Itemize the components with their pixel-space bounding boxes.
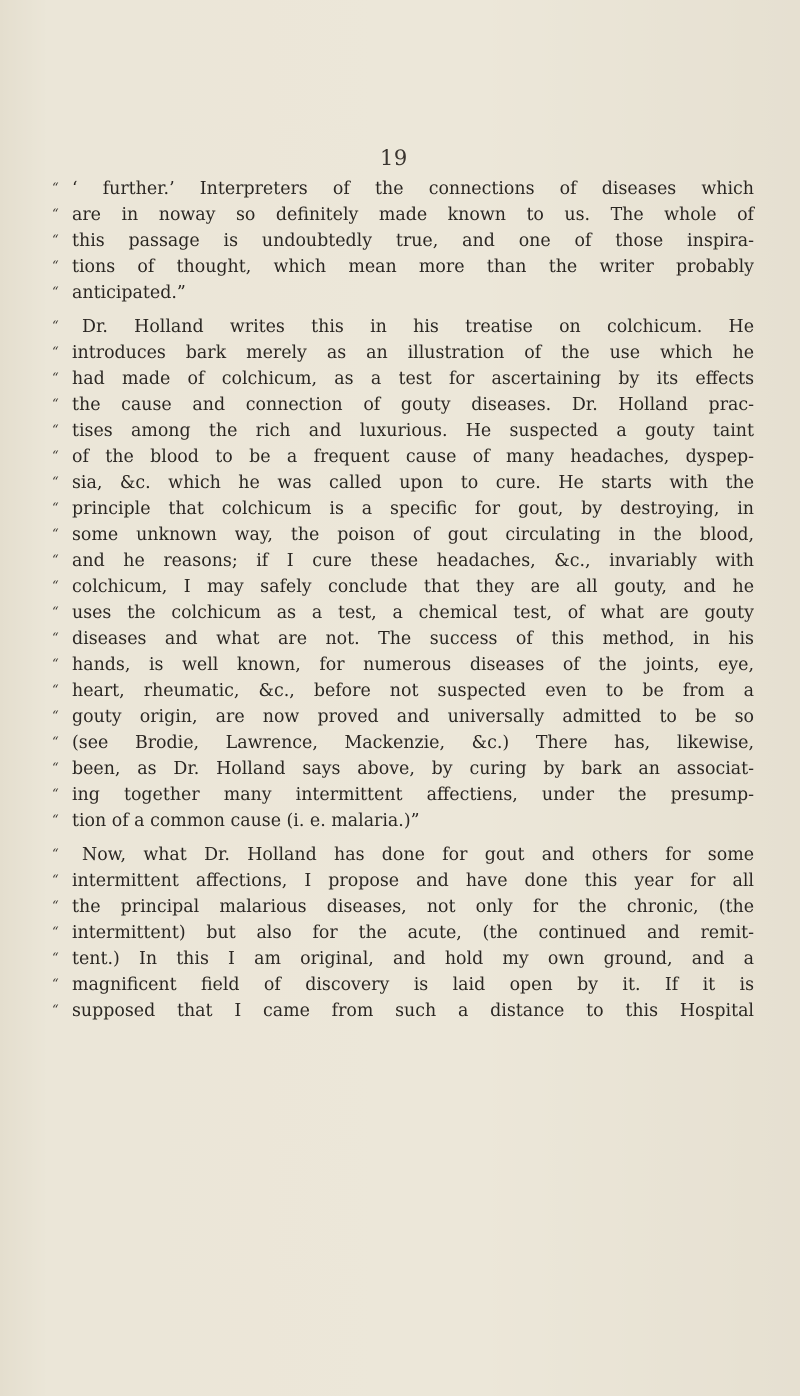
page-number: 19 bbox=[380, 146, 408, 170]
text-line: “ supposed that I came from such a distance to this Hospital bbox=[52, 1001, 754, 1021]
text-line: “ are in noway so definitely made known to us. The whole of bbox=[52, 205, 754, 225]
text-line: “ diseases and what are not. The success of this method, in his bbox=[52, 629, 754, 649]
paragraph-3 bbox=[52, 842, 756, 1024]
text-line: “ and he reasons; if I cure these headaches, &c., invariably with bbox=[52, 551, 754, 571]
text-line: “ ing together many intermittent affectiens, under the presump- bbox=[52, 785, 754, 805]
text-line: “ anticipated.” bbox=[52, 283, 186, 303]
text-line: “ uses the colchicum as a test, a chemical test, of what are gouty bbox=[52, 603, 754, 623]
text-line: “ intermittent) but also for the acute, (the continued and remit- bbox=[52, 923, 754, 943]
text-line: “ magnificent field of discovery is laid open by it. If it is bbox=[52, 975, 754, 995]
text-line: “ tion of a common cause (i. e. malaria.)” bbox=[52, 811, 420, 831]
text-line: “ Now, what Dr. Holland has done for gout and others for some bbox=[52, 845, 754, 865]
text-line: “ some unknown way, the poison of gout circulating in the blood, bbox=[52, 525, 754, 545]
text-line: “ principle that colchicum is a specific for gout, by destroying, in bbox=[52, 499, 754, 519]
text-line: “ the cause and connection of gouty diseases. Dr. Holland prac- bbox=[52, 395, 754, 415]
paragraph-2 bbox=[52, 314, 756, 834]
text-line: “ colchicum, I may safely conclude that they are all gouty, and he bbox=[52, 577, 754, 597]
text-line: “ tises among the rich and luxurious. He suspected a gouty taint bbox=[52, 421, 754, 441]
text-line: “ sia, &c. which he was called upon to cure. He starts with the bbox=[52, 473, 754, 493]
text-line: “ the principal malarious diseases, not only for the chronic, (the bbox=[52, 897, 754, 917]
text-line: “ this passage is undoubtedly true, and one of those inspira- bbox=[52, 231, 754, 251]
text-line: “ Dr. Holland writes this in his treatise on colchicum. He bbox=[52, 317, 754, 337]
text-line: “ ‘ further.’ Interpreters of the connections of diseases which bbox=[52, 179, 754, 199]
paragraph-1 bbox=[52, 176, 756, 306]
body-text bbox=[52, 176, 756, 1032]
text-line: “ had made of colchicum, as a test for ascertaining by its effects bbox=[52, 369, 754, 389]
text-line: “ intermittent affections, I propose and have done this year for all bbox=[52, 871, 754, 891]
text-line: “ gouty origin, are now proved and universally admitted to be so bbox=[52, 707, 754, 727]
text-line: “ hands, is well known, for numerous diseases of the joints, eye, bbox=[52, 655, 754, 675]
text-line: “ been, as Dr. Holland says above, by curing by bark an associat- bbox=[52, 759, 754, 779]
text-line: “ of the blood to be a frequent cause of many headaches, dyspep- bbox=[52, 447, 754, 467]
text-line: “ tent.) In this I am original, and hold my own ground, and a bbox=[52, 949, 754, 969]
text-line: “ introduces bark merely as an illustration of the use which he bbox=[52, 343, 754, 363]
text-line: “ (see Brodie, Lawrence, Mackenzie, &c.) There has, likewise, bbox=[52, 733, 754, 753]
text-line: “ tions of thought, which mean more than the writer probably bbox=[52, 257, 754, 277]
text-line: “ heart, rheumatic, &c., before not suspected even to be from a bbox=[52, 681, 754, 701]
